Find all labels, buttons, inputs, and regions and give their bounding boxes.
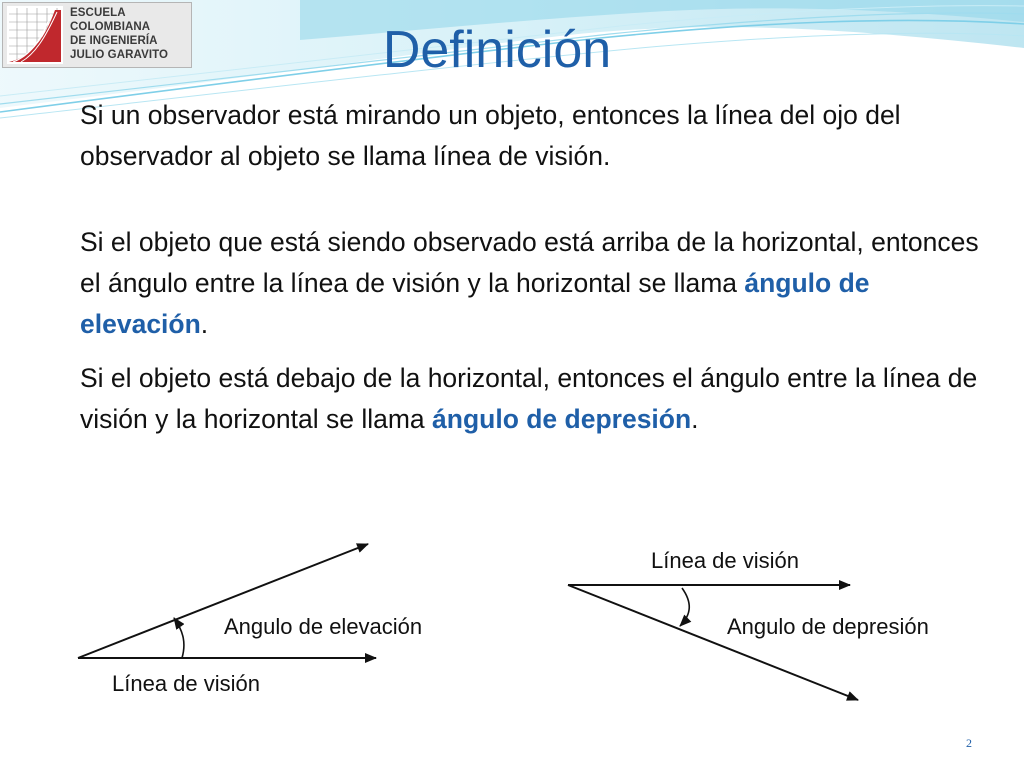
depression-angle-arc [680, 588, 689, 626]
paragraph-elevation-end: . [200, 309, 209, 339]
paragraph-depression-text: Si el objeto está debajo de la horizontal, entonces el ángulo entre la línea de visión y la horizontal se llama [80, 363, 978, 434]
paragraph-elevation [80, 222, 980, 345]
paragraph-elevation-text: Si el objeto que está siendo observado está arriba de la horizontal, entonces el ángulo entre la línea de visión y la horizontal se llama [80, 227, 979, 298]
logo-line-1: ESCUELA [70, 7, 126, 19]
elevation-angle-arc [174, 618, 184, 658]
elevation-diagram [78, 544, 422, 696]
paragraph-depression [80, 358, 980, 440]
slide-title: Definición [382, 21, 612, 79]
elevation-line-label: Línea de visión [112, 671, 260, 696]
depression-sight-line [568, 585, 858, 700]
slide-number: 2 [966, 736, 972, 750]
logo-line-2: COLOMBIANA [70, 21, 151, 33]
logo-line-3: DE INGENIERÍA [70, 35, 158, 47]
term-depression-angle: ángulo de depresión [432, 404, 692, 434]
elevation-sight-line [78, 544, 368, 658]
paragraph-line-of-sight: Si un observador está mirando un objeto, entonces la línea del ojo del observador al objeto se llama línea de visión. [80, 100, 901, 171]
depression-angle-label: Angulo de depresión [727, 614, 929, 639]
depression-line-label: Línea de visión [651, 548, 799, 573]
depression-diagram [568, 548, 929, 700]
logo-line-4: JULIO GARAVITO [70, 49, 169, 61]
elevation-angle-label: Angulo de elevación [224, 614, 423, 639]
paragraph-depression-end: . [691, 404, 699, 434]
term-elevation-angle: ángulo de elevación [80, 268, 870, 339]
angle-diagrams [0, 520, 1024, 720]
